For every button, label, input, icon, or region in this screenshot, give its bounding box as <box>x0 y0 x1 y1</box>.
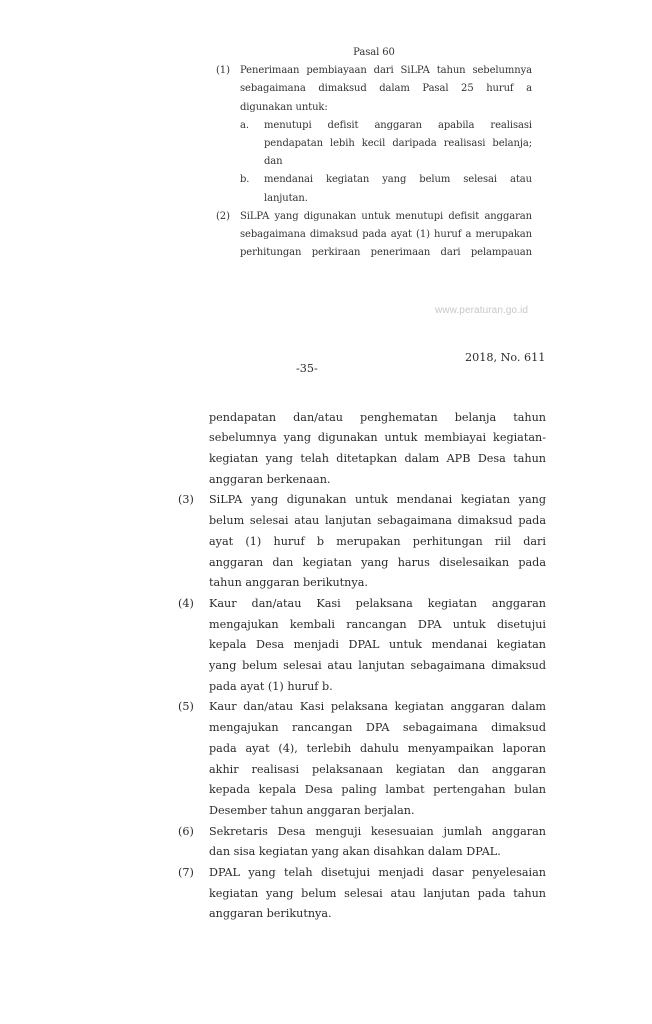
clause-3 <box>178 490 546 594</box>
clause-number: (2) <box>216 210 230 222</box>
subclause-a <box>240 117 532 172</box>
page-number: -35- <box>296 362 318 375</box>
page-34-fragment <box>216 44 532 262</box>
text-line: sebelumnya yang digunakan untuk membiayai kegiatan- <box>209 431 546 445</box>
text-line: anggaran berikutnya. <box>209 907 332 921</box>
text-line: Sekretaris Desa menguji kesesuaian jumlah anggaran <box>209 824 546 838</box>
clause-text <box>209 490 546 594</box>
clause-2-continuation <box>178 408 546 491</box>
text-line: SiLPA yang digunakan untuk mendanai kegiatan yang <box>209 493 546 507</box>
clause-text <box>209 822 546 863</box>
text-line: mengajukan rancangan DPA sebagaimana dimaksud <box>209 721 546 735</box>
text-line: DPAL yang telah disetujui menjadi dasar penyelesaian <box>209 866 546 880</box>
text-line: menutupi defisit anggaran apabila realisasi <box>264 119 532 131</box>
page-35-body <box>178 408 546 926</box>
text-line: kegiatan yang belum selesai atau lanjutan pada tahun <box>209 886 546 900</box>
clause-6 <box>178 822 546 863</box>
clause-number: (3) <box>178 493 194 507</box>
text-line: Kaur dan/atau Kasi pelaksana kegiatan anggaran <box>209 596 546 610</box>
clause-text <box>209 408 546 491</box>
clause-text <box>209 594 546 698</box>
clause-2 <box>216 208 532 263</box>
watermark: www.peraturan.go.id <box>435 305 529 316</box>
clause-5 <box>178 697 546 821</box>
text-line: lanjutan. <box>264 192 308 204</box>
clause-number: (5) <box>178 700 194 714</box>
clause-text <box>240 208 532 263</box>
text-line: tahun anggaran berikutnya. <box>209 576 368 590</box>
text-line: Penerimaan pembiayaan dari SiLPA tahun sebelumnya <box>240 65 532 77</box>
article-heading: Pasal 60 <box>353 47 395 58</box>
text-line: kepada kepala Desa paling lambat pertengahan bulan <box>209 783 546 797</box>
text-line: Desember tahun anggaran berjalan. <box>209 803 415 817</box>
subclause-text <box>264 117 532 172</box>
text-line: yang belum selesai atau lanjutan sebagaimana dimaksud <box>209 659 546 673</box>
subclause-label: b. <box>240 174 250 186</box>
text-line: dan <box>264 156 283 168</box>
document-reference: 2018, No. 611 <box>465 351 546 364</box>
subclause-b <box>240 171 532 207</box>
text-line: kegiatan yang telah ditetapkan dalam APB Desa tahun <box>209 452 546 465</box>
text-line: anggaran berkenaan. <box>209 472 331 486</box>
text-line: mengajukan kembali rancangan DPA untuk disetujui <box>209 617 546 631</box>
text-line: belum selesai atau lanjutan sebagaimana dimaksud pada <box>209 514 546 528</box>
text-line: pada ayat (1) huruf b. <box>209 679 333 693</box>
clause-text <box>209 697 546 821</box>
text-line: perhitungan perkiraan penerimaan dari pelampauan <box>240 247 532 259</box>
text-line: SiLPA yang digunakan untuk menutupi defisit anggaran <box>240 210 532 222</box>
text-line: sebagaimana dimaksud pada ayat (1) huruf a merupakan <box>240 229 532 241</box>
text-line: anggaran dan kegiatan yang harus diselesaikan pada <box>209 555 546 569</box>
clause-number: (1) <box>216 65 230 77</box>
text-line: Kaur dan/atau Kasi pelaksana kegiatan anggaran dalam <box>209 700 546 714</box>
text-line: pendapatan dan/atau penghematan belanja tahun <box>209 410 546 424</box>
clause-text <box>240 62 532 117</box>
subclause-label: a. <box>240 119 249 131</box>
text-line: dan sisa kegiatan yang akan disahkan dalam DPAL. <box>209 845 501 859</box>
clause-number: (4) <box>178 596 194 610</box>
subclause-text <box>264 171 532 207</box>
clause-4 <box>178 594 546 698</box>
text-line: kepala Desa menjadi DPAL untuk mendanai kegiatan <box>209 638 546 652</box>
text-line: ayat (1) huruf b merupakan perhitungan riil dari <box>209 534 546 548</box>
text-line: mendanai kegiatan yang belum selesai atau <box>264 174 532 186</box>
clause-1 <box>216 62 532 208</box>
text-line: pendapatan lebih kecil daripada realisasi belanja; <box>264 138 532 150</box>
text-line: pada ayat (4), terlebih dahulu menyampaikan laporan <box>209 741 546 755</box>
text-line: akhir realisasi pelaksanaan kegiatan dan anggaran <box>209 762 546 776</box>
clause-number: (6) <box>178 824 194 838</box>
text-line: digunakan untuk: <box>240 101 328 113</box>
clause-text <box>209 863 546 925</box>
text-line: sebagaimana dimaksud dalam Pasal 25 huruf a <box>240 83 532 95</box>
clause-number: (7) <box>178 866 194 880</box>
clause-7 <box>178 863 546 925</box>
